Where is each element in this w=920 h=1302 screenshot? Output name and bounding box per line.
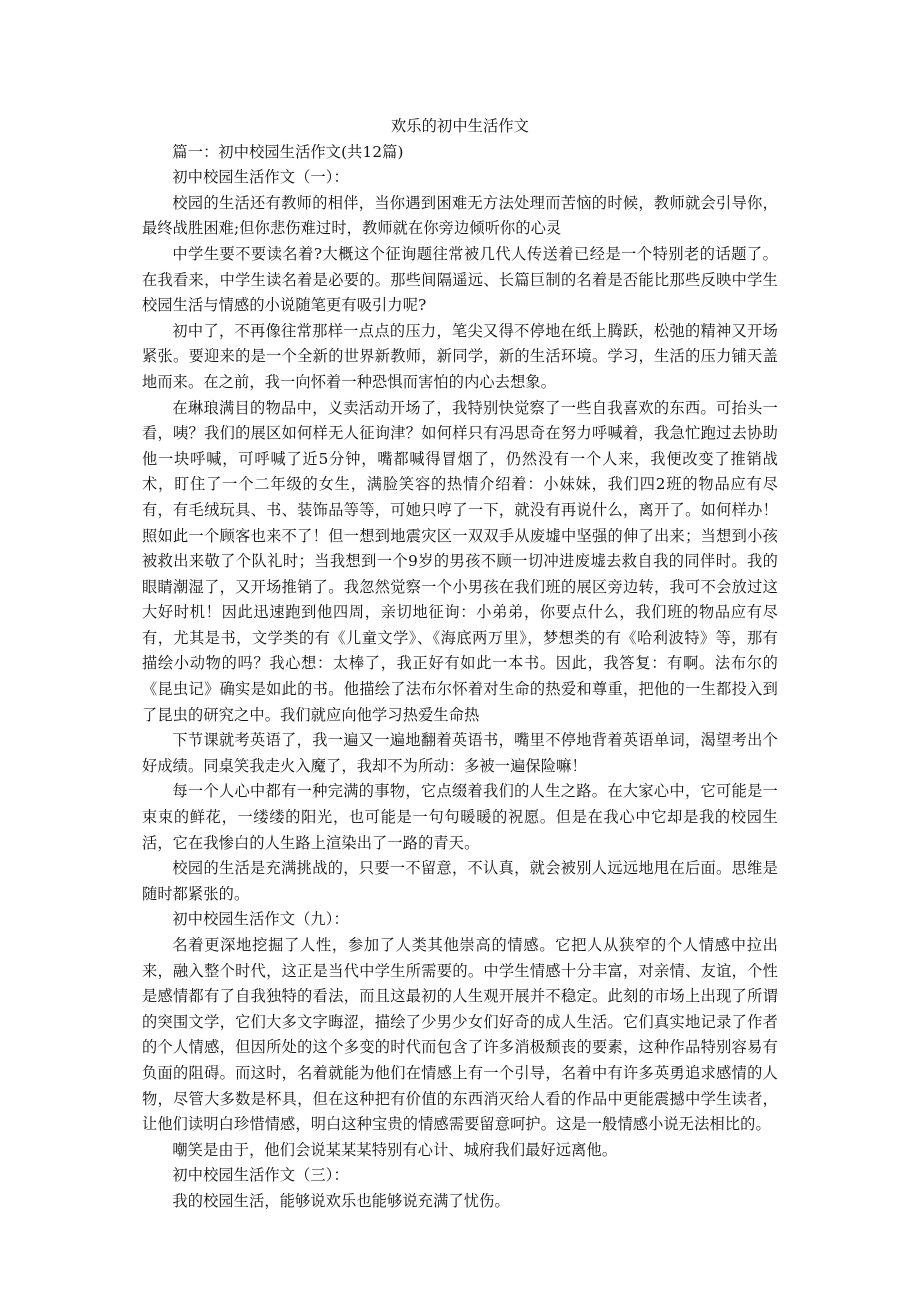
section-heading-3: 初中校园生活作文（三）： [172, 1166, 349, 1185]
section-heading-1: 初中校园生活作文（一）： [172, 168, 349, 187]
paragraph-8: 名着更深地挖掘了人性，参加了人类其他崇高的情感。它把人从狭窄的个人情感中拉出来，融入整个时代，这正是当代中学生所需要的。中学生情感十分丰富，对亲情、友谊，个性是感情都有了自我独特的看法，而且这最初的人生观开展并不稳定。此刻的市场上出现了所谓的突围文学，它们大多文字晦涩，描绘了少男少女们好奇的成人生活。它们真实地记录了作者的个人情感，但因所处的这个多变的时代而包含了许多消极颓丧的要素，这种作品特别容易有负面的阻碍。而这时，名着就能为他们在情感上有一个引导，名着中有许多英勇追求感情的人物，尽管大多数是杯具，但在这种把有价值的东西消灭给人看的作品中更能震撼中学生读者，让他们读明白珍惜情感，明白这种宝贵的情感需要留意呵护。这是一般情感小说无法相比的。 [142, 936, 778, 1134]
paragraph-9: 嘲笑是由于，他们会说某某某特别有心计、城府我们最好远离他。 [172, 1140, 618, 1159]
paragraph-6: 每一个人心中都有一种完满的事物，它点缀着我们的人生之路。在大家心中，它可能是一束束的鲜花，一缕缕的阳光，也可能是一句句暖暖的祝愿。但是在我心中它却是我的校园生活，它在我惨白的人生路上渲染出了一路的青天。 [142, 782, 778, 852]
paragraph-3: 初中了，不再像往常那样一点点的压力，笔尖又得不停地在纸上腾跃，松弛的精神又开场紧张。要迎来的是一个全新的世界新教师，新同学，新的生活环境。学习，生活的压力铺天盖地而来。在之前，我一向怀着一种恐惧而害怕的内心去想象。 [142, 321, 778, 391]
paragraph-10: 我的校园生活，能够说欢乐也能够说充满了忧伤。 [172, 1191, 510, 1210]
paragraph-1: 校园的生活还有教师的相伴，当你遇到困难无方法处理而苦恼的时候，教师就会引导你，最终战胜困难;但你悲伤难过时，教师就在你旁边倾听你的心灵 [142, 193, 778, 238]
paragraph-5: 下节课就考英语了，我一遍又一遍地翻着英语书，嘴里不停地背着英语单词，渴望考出个好成绩。同桌笑我走火入魔了，我却不为所动：多被一遍保险嘛！ [142, 731, 778, 775]
document-body [142, 114, 778, 1215]
paragraph-7: 校园的生活是充满挑战的，只要一不留意，不认真，就会被别人远远地甩在后面。思维是随时都紧张的。 [142, 859, 778, 903]
paragraph-4: 在琳琅满目的物品中，义卖活动开场了，我特别快觉察了一些自我喜欢的东西。可抬头一看，咦？我们的展区如何样无人征询津？如何样只有冯思奇在努力呼喊着，我急忙跑过去协助他一块呼喊，可呼喊了近5分钟，嘴都喊得冒烟了，仍然没有一个人来，我便改变了推销战术，盯住了一个二年级的女生，满脸笑容的热情介绍着：小妹妹，我们四2班的物品应有尽有，有毛绒玩具、书、装饰品等等，可她只哼了一下，就没有再说什么，离开了。如何样办！照如此一个顾客也来不了！但一想到地震灾区一双双手从废墟中坚强的伸了出来；当想到小孩被救出来敬了个队礼时；当我想到一个9岁的男孩不顾一切冲进废墟去救自我的同伴时。我的眼睛潮湿了，又开场推销了。我忽然觉察一个小男孩在我们班的展区旁边转，我可不会放过这大好时机！因此迅速跑到他四周，亲切地征询：小弟弟，你要点什么，我们班的物品应有尽有，尤其是书，文学类的有《儿童文学》、《海底两万里》，梦想类的有《哈利波特》等，那有描绘小动物的吗？我心想：太棒了，我正好有如此一本书。因此，我答复：有啊。法布尔的《昆虫记》确实是如此的书。他描绘了法布尔怀着对生命的热爱和尊重，把他的一生都投入到了昆虫的研究之中。我们就应向他学习热爱生命热 [142, 398, 778, 724]
section-heading-9: 初中校园生活作文（九）： [172, 910, 349, 929]
paragraph-2: 中学生要不要读名着?大概这个征询题往常被几代人传送着已经是一个特别老的话题了。在我看来，中学生读名着是必要的。那些间隔遥远、长篇巨制的名着是否能比那些反映中学生校园生活与情感的小说随笔更有吸引力呢? [142, 244, 778, 315]
document-title: 欢乐的初中生活作文 [390, 117, 530, 135]
part-heading: 篇一：初中校园生活作文(共12篇) [172, 142, 404, 161]
